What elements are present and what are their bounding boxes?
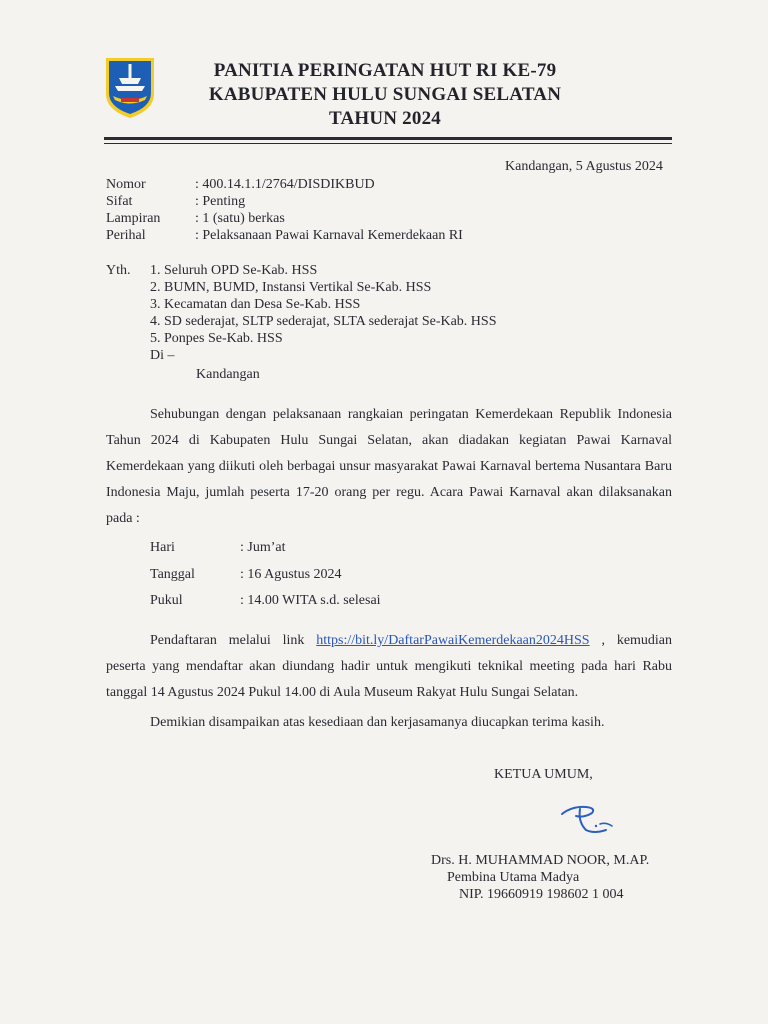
schedule-label-tanggal: Tanggal (150, 567, 195, 582)
body-paragraph-2 (106, 628, 672, 706)
recipient-item: 5. Ponpes Se-Kab. HSS (150, 331, 283, 346)
letter-date: Kandangan, 5 Agustus 2024 (505, 159, 663, 174)
header-title-line2: KABUPATEN HULU SUNGAI SELATAN (208, 84, 562, 105)
header-title-line3: TAHUN 2024 (329, 108, 441, 129)
header-divider-thick (104, 137, 672, 140)
schedule-value-pukul: : 14.00 WITA s.d. selesai (240, 593, 381, 608)
header-divider-thin (104, 143, 672, 144)
meta-value-nomor: : 400.14.1.1/2764/DISDIKBUD (195, 177, 375, 192)
meta-value-perihal: : Pelaksanaan Pawai Karnaval Kemerdekaan RI (195, 228, 463, 243)
meta-label-lampiran: Lampiran (106, 211, 161, 226)
handwritten-signature-icon (556, 800, 618, 840)
schedule-label-hari: Hari (150, 540, 175, 555)
signatory-nip: NIP. 19660919 198602 1 004 (459, 887, 624, 902)
recipient-di: Di – (150, 348, 175, 363)
regency-logo-icon (103, 54, 157, 120)
meta-value-sifat: : Penting (195, 194, 246, 209)
registration-followup-text: , kemudian peserta yang mendaftar akan diundang hadir untuk mengikuti teknikal meeting pada hari Rabu tanggal 14 Agustus 2024 Pukul 14.00 di Aula Museum Rakyat Hulu Sungai Selatan. (106, 633, 673, 700)
signatory-name: Drs. H. MUHAMMAD NOOR, M.AP. (431, 853, 650, 868)
registration-link[interactable]: https://bit.ly/DaftarPawaiKemerdekaan2024HSS (316, 633, 590, 648)
meta-label-perihal: Perihal (106, 228, 146, 243)
schedule-value-hari: : Jum’at (240, 540, 286, 555)
header-title-line1: PANITIA PERINGATAN HUT RI KE-79 (213, 60, 557, 81)
schedule-label-pukul: Pukul (150, 593, 183, 608)
recipient-item: 3. Kecamatan dan Desa Se-Kab. HSS (150, 297, 361, 312)
signatory-title: KETUA UMUM, (494, 767, 593, 782)
meta-label-nomor: Nomor (106, 177, 146, 192)
body-paragraph-3: Demikian disampaikan atas kesediaan dan kerjasamanya diucapkan terima kasih. (150, 715, 605, 730)
recipient-item: 4. SD sederajat, SLTP sederajat, SLTA sederajat Se-Kab. HSS (150, 314, 497, 329)
body-paragraph-1: Sehubungan dengan pelaksanaan rangkaian peringatan Kemerdekaan Republik Indonesia Tahun 2024 di Kabupaten Hulu Sungai Selatan, akan diadakan kegiatan Pawai Karnaval Kemerdekaan yang diikuti oleh berbagai unsur masyarakat Pawai Karnaval bertema Nusantara Baru Indonesia Maju, jumlah peserta 17-20 orang per regu. Acara Pawai Karnaval akan dilaksanakan pada : (106, 407, 672, 526)
meta-value-lampiran: : 1 (satu) berkas (195, 211, 285, 226)
signatory-rank: Pembina Utama Madya (447, 870, 580, 885)
recipient-prefix: Yth. (106, 263, 131, 278)
schedule-value-tanggal: : 16 Agustus 2024 (240, 567, 342, 582)
meta-label-sifat: Sifat (106, 194, 133, 209)
registration-text: Pendaftaran melalui link (150, 633, 305, 648)
recipient-place: Kandangan (196, 367, 260, 382)
recipient-item: 2. BUMN, BUMD, Instansi Vertikal Se-Kab. HSS (150, 280, 432, 295)
recipient-item: 1. Seluruh OPD Se-Kab. HSS (150, 263, 318, 278)
